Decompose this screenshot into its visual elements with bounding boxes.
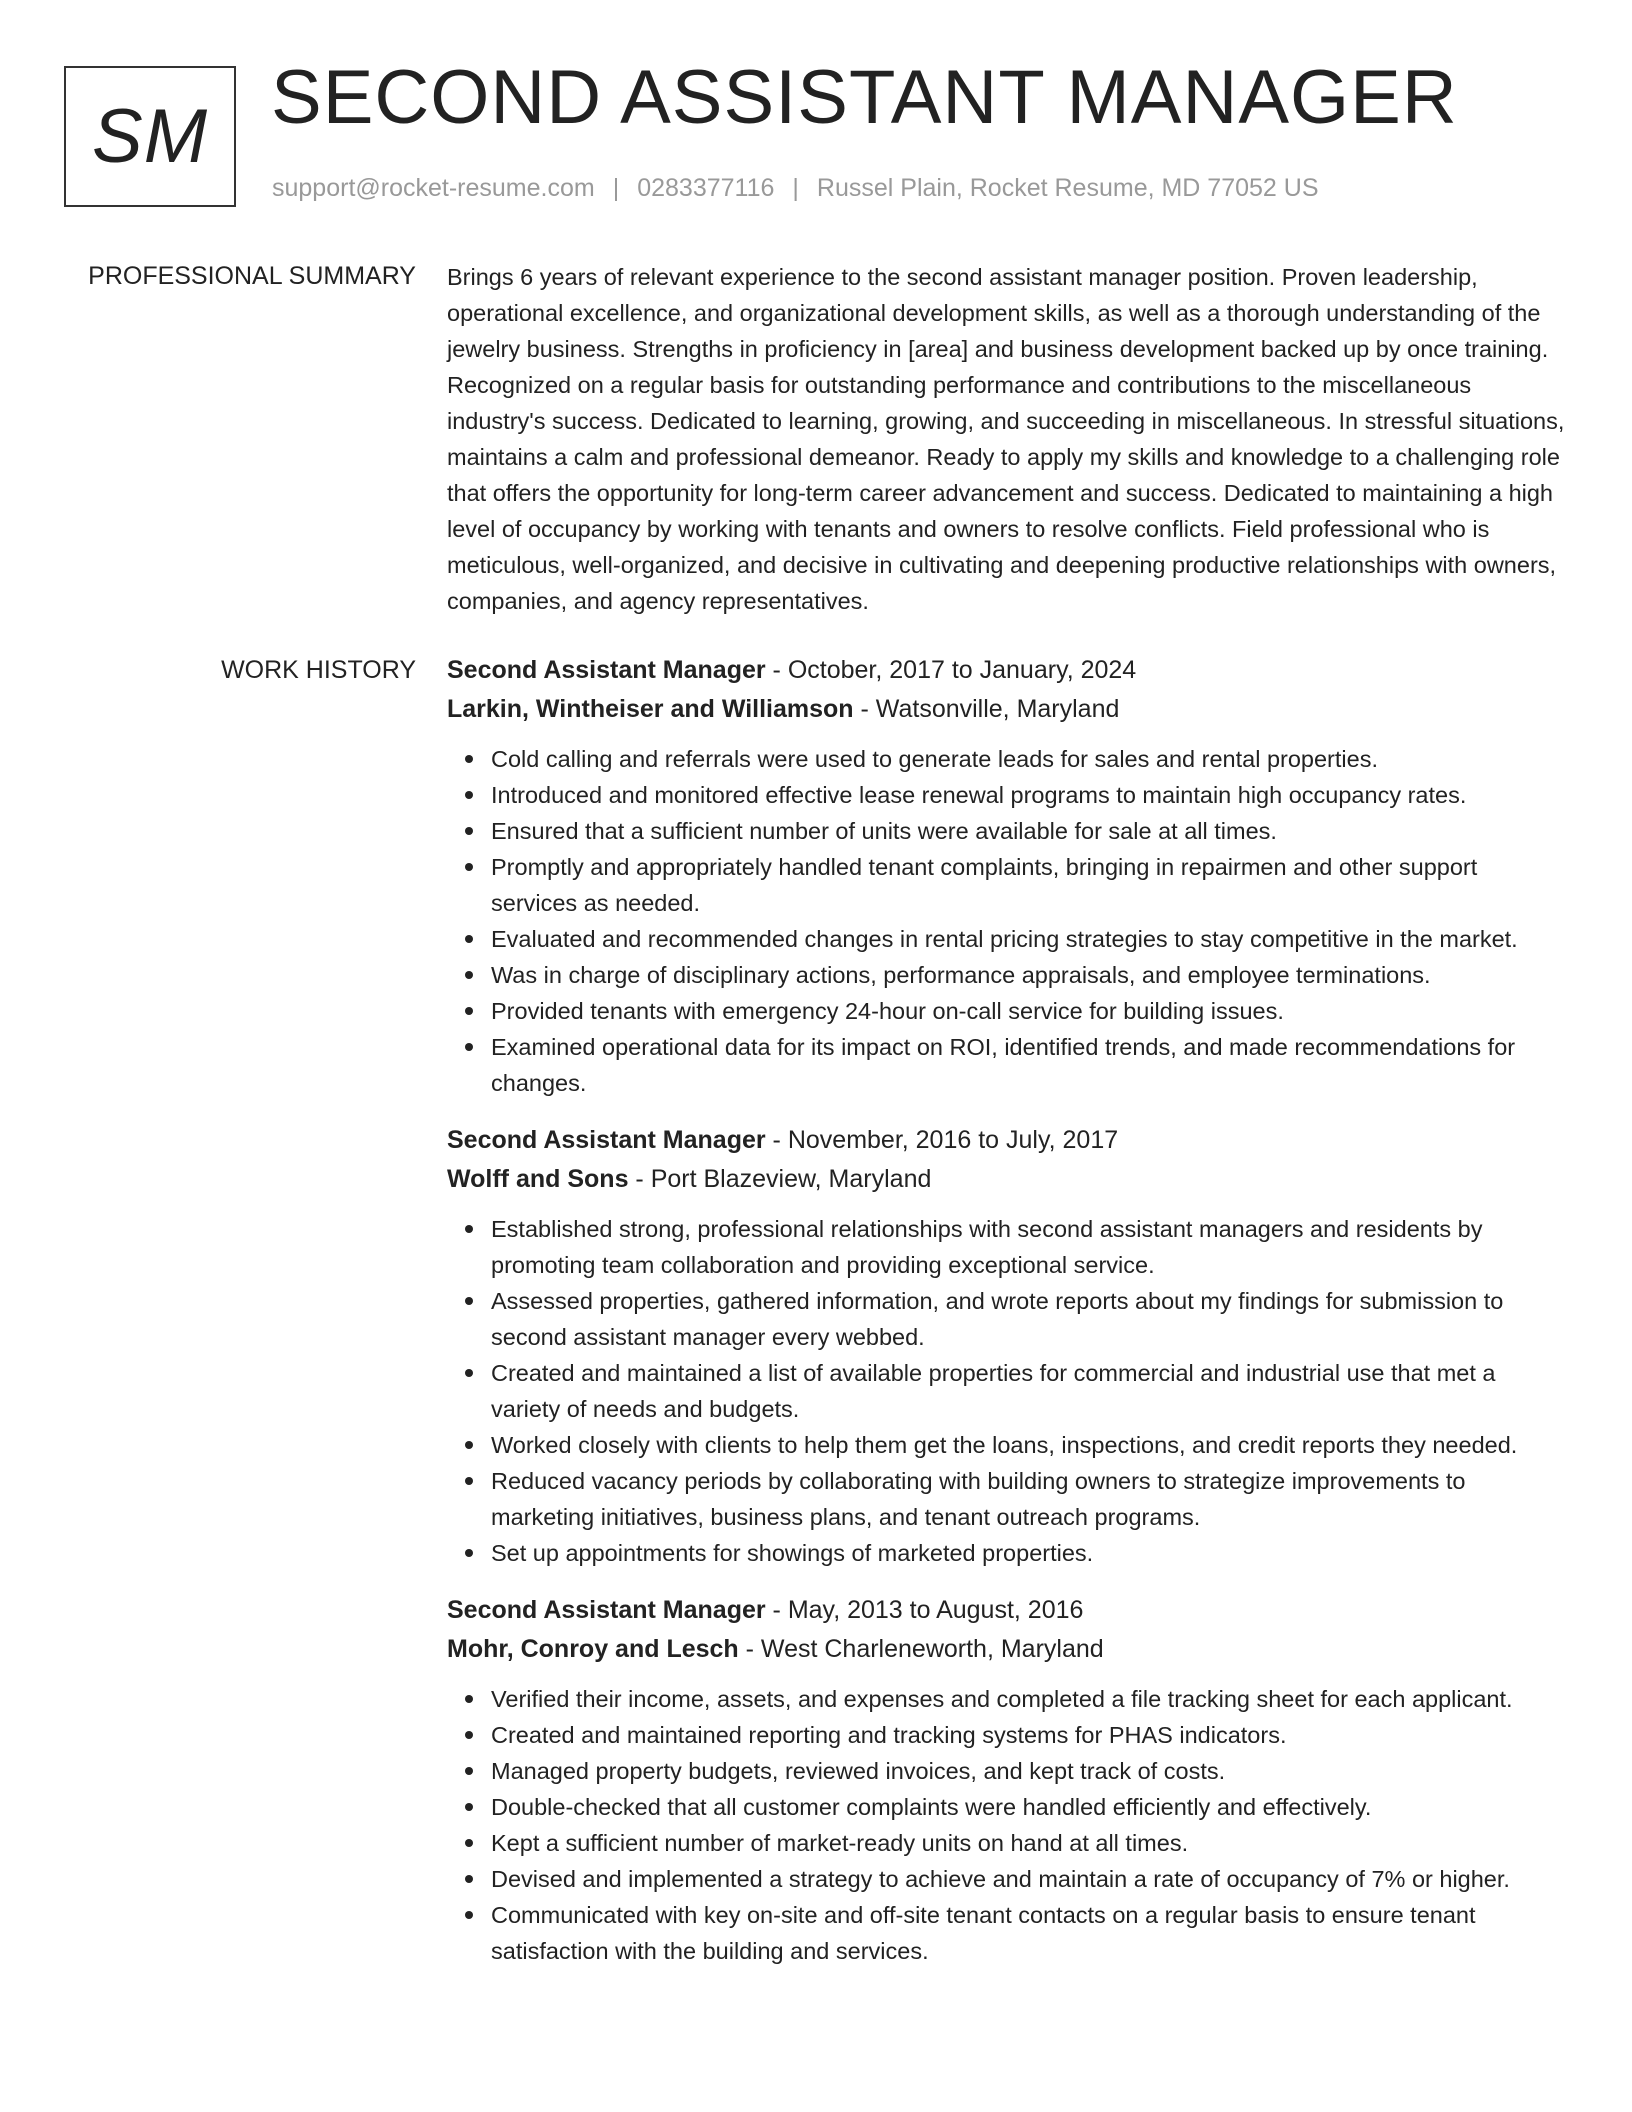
job-bullets [447,1681,1567,1969]
job-bullet: Reduced vacancy periods by collaborating with building owners to strategize improvements to marketing initiatives, business plans, and tenant outreach programs. [491,1463,1567,1535]
job-title: Second Assistant Manager [447,1126,766,1154]
job-dates: - October, 2017 to January, 2024 [765,656,1137,684]
job-company: Mohr, Conroy and Lesch [447,1635,739,1663]
contact-phone: 0283377116 [637,174,775,202]
job-bullet: Kept a sufficient number of market-ready units on hand at all times. [491,1825,1567,1861]
job-bullet: Promptly and appropriately handled tenant complaints, bringing in repairmen and other support services as needed. [491,849,1567,921]
job-title: Second Assistant Manager [447,1596,766,1624]
job-company-line [447,1630,1567,1669]
job-bullet: Evaluated and recommended changes in rental pricing strategies to stay competitive in the market. [491,921,1567,957]
job-bullet: Created and maintained a list of available properties for commercial and industrial use that met a variety of needs and budgets. [491,1355,1567,1427]
job-bullet: Established strong, professional relationships with second assistant managers and residents by promoting team collaboration and providing exceptional service. [491,1211,1567,1283]
job-bullet: Examined operational data for its impact on ROI, identified trends, and made recommendations for changes. [491,1029,1567,1101]
job-company-line [447,690,1567,729]
job-bullet: Devised and implemented a strategy to achieve and maintain a rate of occupancy of 7% or higher. [491,1861,1567,1897]
job-bullet: Provided tenants with emergency 24-hour on-call service for building issues. [491,993,1567,1029]
job-bullet: Was in charge of disciplinary actions, performance appraisals, and employee terminations. [491,957,1567,993]
page-title: SECOND ASSISTANT MANAGER [271,55,1458,140]
job-title-line [447,651,1567,690]
job-dates: - May, 2013 to August, 2016 [765,1596,1084,1624]
summary-heading: PROFESSIONAL SUMMARY [88,262,416,290]
job-title: Second Assistant Manager [447,656,766,684]
job-bullets [447,741,1567,1101]
job-bullet: Introduced and monitored effective lease renewal programs to maintain high occupancy rates. [491,777,1567,813]
contact-address: Russel Plain, Rocket Resume, MD 77052 US [816,174,1319,202]
job-bullet: Worked closely with clients to help them get the loans, inspections, and credit reports they needed. [491,1427,1567,1463]
job-entry [447,1591,1567,1969]
job-dates: - November, 2016 to July, 2017 [765,1126,1119,1154]
job-title-line [447,1121,1567,1160]
initials-text: SM [92,94,208,179]
contact-separator: | [612,174,620,202]
job-bullet: Verified their income, assets, and expenses and completed a file tracking sheet for each applicant. [491,1681,1567,1717]
job-company: Larkin, Wintheiser and Williamson [447,695,854,723]
job-bullet: Cold calling and referrals were used to generate leads for sales and rental properties. [491,741,1567,777]
job-company-line [447,1160,1567,1199]
job-bullet: Assessed properties, gathered information, and wrote reports about my findings for submission to second assistant manager every webbed. [491,1283,1567,1355]
job-location: - Port Blazeview, Maryland [628,1165,932,1193]
work-history-list [447,651,1567,1989]
job-location: - Watsonville, Maryland [853,695,1120,723]
job-bullets [447,1211,1567,1571]
job-location: - West Charleneworth, Maryland [738,1635,1104,1663]
job-company: Wolff and Sons [447,1165,629,1193]
job-bullet: Managed property budgets, reviewed invoices, and kept track of costs. [491,1753,1567,1789]
summary-text: Brings 6 years of relevant experience to the second assistant manager position. Proven leadership, operational excellence, and organizational development skills, as well as a thorough understanding of the jewelry business. Strengths in proficiency in [area] and business development backed up by once training. Recognized on a regular basis for outstanding performance and contributions to the miscellaneous industry's success. Dedicated to learning, growing, and succeeding in miscellaneous. In stressful situations, maintains a calm and professional demeanor. Ready to apply my skills and knowledge to a challenging role that offers the opportunity for long-term career advancement and success. Dedicated to maintaining a high level of occupancy by working with tenants and owners to resolve conflicts. Field professional who is meticulous, well-organized, and decisive in cultivating and deepening productive relationships with owners, companies, and agency representatives. [447,264,1565,614]
job-bullet: Communicated with key on-site and off-site tenant contacts on a regular basis to ensure tenant satisfaction with the building and services. [491,1897,1567,1969]
initials-monogram [64,66,236,207]
contact-separator: | [792,174,799,202]
job-entry [447,651,1567,1101]
job-bullet: Ensured that a sufficient number of units were available for sale at all times. [491,813,1567,849]
job-bullet: Created and maintained reporting and tracking systems for PHAS indicators. [491,1717,1567,1753]
job-title-line [447,1591,1567,1630]
job-bullet: Set up appointments for showings of marketed properties. [491,1535,1567,1571]
contact-email: support@rocket-resume.com [272,174,595,202]
contact-line [272,174,1319,203]
job-bullet: Double-checked that all customer complaints were handled efficiently and effectively. [491,1789,1567,1825]
job-entry [447,1121,1567,1571]
work-history-heading: WORK HISTORY [221,656,416,684]
